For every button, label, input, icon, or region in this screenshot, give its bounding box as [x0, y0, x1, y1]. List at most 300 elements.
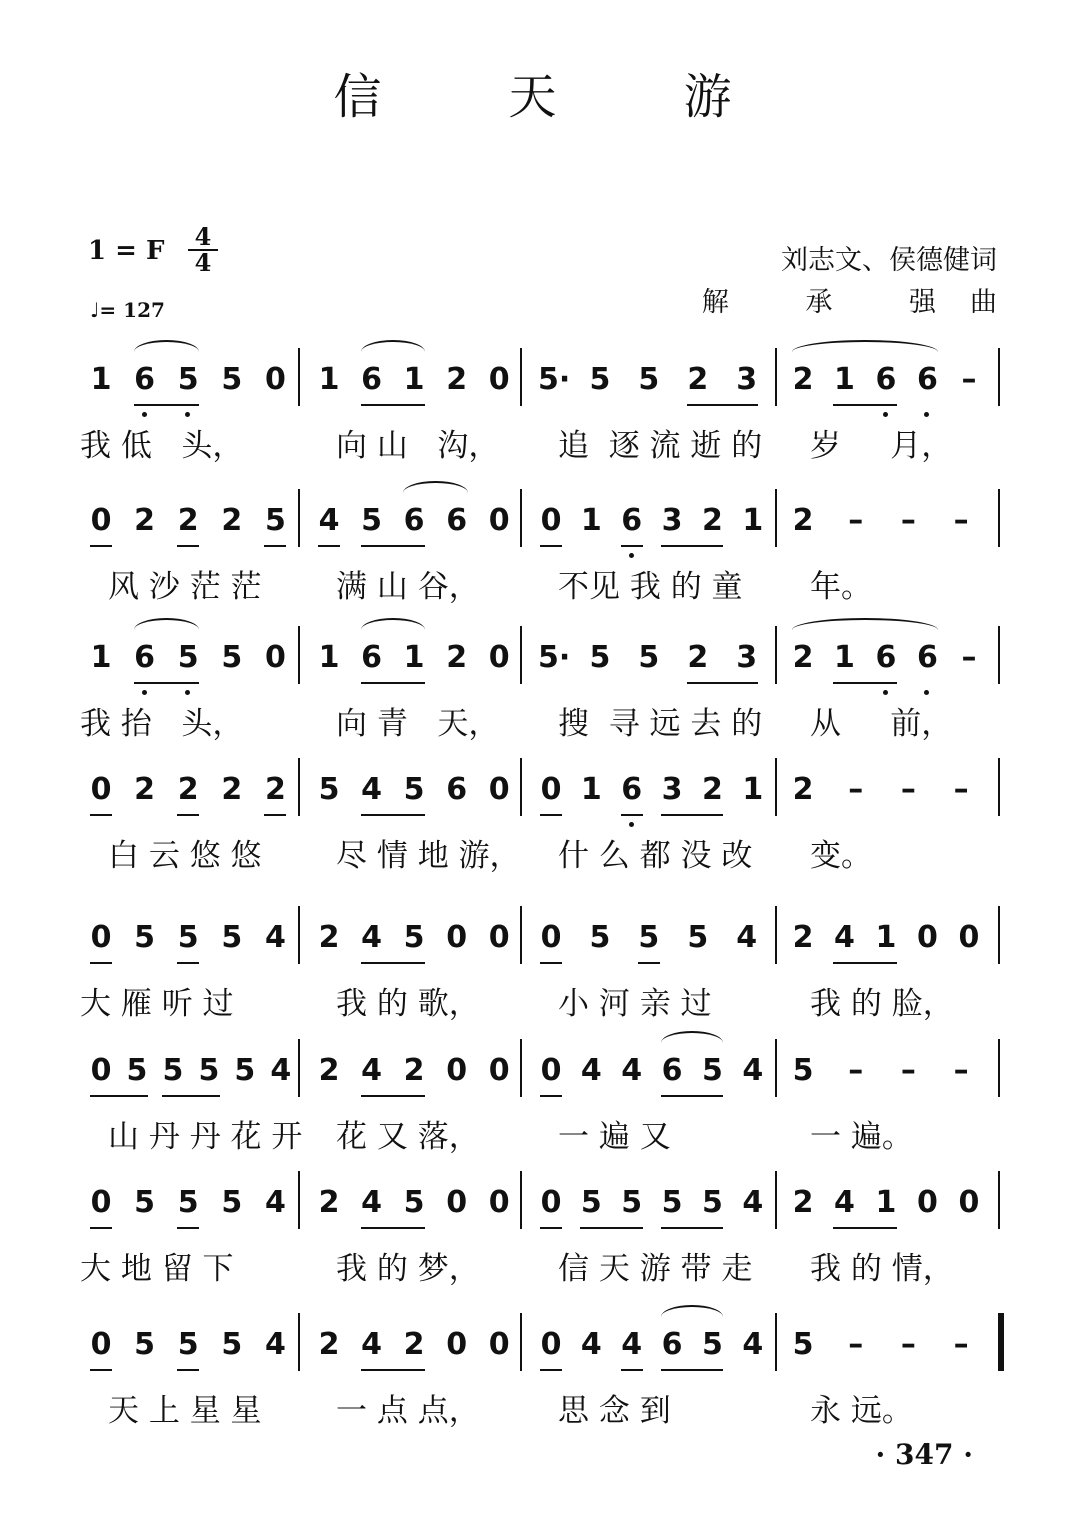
beam-underline — [661, 1369, 723, 1371]
note: 5 — [265, 503, 286, 538]
barline — [520, 1039, 522, 1097]
octave-dot — [924, 690, 929, 695]
lyric: 不见 我 的 童 — [558, 569, 743, 605]
beam-underline — [540, 1227, 562, 1229]
beam-underline — [361, 682, 426, 684]
note: 0 — [446, 1327, 468, 1362]
title-char-3: 游 — [683, 69, 732, 125]
lyrics-line — [0, 420, 1065, 464]
note: 5 — [361, 503, 382, 538]
note: 0 — [90, 920, 112, 955]
note: 6 — [134, 640, 156, 675]
notes-line — [0, 640, 1065, 700]
beam-underline — [638, 962, 660, 964]
beam-underline — [621, 545, 643, 547]
note: 5 — [126, 1053, 148, 1088]
barline — [520, 1313, 522, 1371]
note: 6 — [661, 1327, 683, 1362]
note: 5 — [701, 1185, 723, 1220]
octave-dot — [924, 412, 929, 417]
lyric: 一 遍 又 — [558, 1119, 671, 1155]
note: 2 — [687, 640, 709, 675]
lyric: 满 山 谷， — [336, 569, 480, 605]
note: – — [900, 1053, 916, 1088]
beam-underline — [687, 682, 758, 684]
note: 6 — [875, 362, 897, 397]
note: 4 — [621, 1053, 643, 1088]
note: 0 — [90, 1053, 112, 1088]
note: 5 — [177, 1185, 199, 1220]
beam-underline — [361, 545, 426, 547]
beam-underline — [361, 962, 426, 964]
beam-underline — [264, 814, 286, 816]
note: 6 — [621, 772, 643, 807]
note: 4 — [265, 1327, 286, 1362]
note: 0 — [540, 1053, 562, 1088]
note: 0 — [540, 1185, 562, 1220]
note: 2 — [221, 503, 243, 538]
note: 5 — [403, 772, 425, 807]
note: 0 — [446, 920, 468, 955]
beam-underline — [361, 404, 426, 406]
note: 5 — [221, 362, 243, 397]
beam-underline — [134, 682, 200, 684]
note: 0 — [446, 1053, 468, 1088]
note: – — [953, 1327, 969, 1362]
note: 0 — [446, 1185, 468, 1220]
note: 5 — [661, 1185, 683, 1220]
barline — [775, 1171, 777, 1229]
lyric: 搜 寻 远 去 的 — [558, 706, 763, 742]
note: 5 — [134, 920, 156, 955]
note: – — [848, 1053, 864, 1088]
beam-underline — [90, 962, 112, 964]
time-signature — [188, 222, 218, 277]
notes-line — [0, 1327, 1065, 1387]
lyric: 小 河 亲 过 — [558, 986, 712, 1022]
note: 5 — [403, 920, 425, 955]
barline — [298, 758, 300, 816]
note: 5 — [701, 1327, 723, 1362]
note: 2 — [792, 503, 814, 538]
note: 5 — [792, 1053, 814, 1088]
octave-dot — [629, 553, 634, 558]
note: 5 — [687, 920, 709, 955]
note: 5 — [589, 362, 611, 397]
barline — [520, 489, 522, 547]
lyric: 年。 — [810, 569, 872, 605]
barline — [998, 758, 1000, 816]
note: 0 — [265, 362, 286, 397]
note: 1 — [90, 640, 112, 675]
title-char-2: 天 — [508, 69, 557, 125]
note: 4 — [834, 920, 855, 955]
beam-underline — [90, 1227, 112, 1229]
composer-credit: 解 承 强曲 — [701, 287, 1031, 318]
beam-underline — [177, 814, 199, 816]
note: 2 — [792, 640, 814, 675]
beam-underline — [264, 545, 286, 547]
notes-line — [0, 772, 1065, 832]
note: 2 — [701, 503, 723, 538]
octave-dot — [883, 690, 888, 695]
note: 2 — [177, 772, 199, 807]
octave-dot — [142, 412, 147, 417]
lyric: 什 么 都 没 改 — [558, 838, 753, 874]
note: 5 — [177, 640, 199, 675]
note: – — [961, 640, 977, 675]
lyric: 思 念 到 — [558, 1393, 671, 1429]
note: 4 — [265, 920, 286, 955]
note: 5 — [792, 1327, 814, 1362]
note: 2 — [792, 362, 814, 397]
note: 1 — [580, 772, 602, 807]
note: 5 — [638, 920, 660, 955]
note: 5 — [638, 362, 660, 397]
note: 2 — [792, 920, 814, 955]
beam-underline — [361, 1369, 426, 1371]
barline — [998, 348, 1000, 406]
time-signature-top: 4 — [194, 222, 212, 251]
note: 1 — [875, 920, 897, 955]
note: 1 — [742, 503, 764, 538]
note: 2 — [318, 1327, 340, 1362]
lyric: 我 的 情， — [810, 1251, 954, 1287]
note: 0 — [540, 1327, 562, 1362]
barline — [775, 906, 777, 964]
note: 4 — [621, 1327, 643, 1362]
note: 0 — [90, 772, 112, 807]
note: 0 — [488, 772, 510, 807]
note: 0 — [917, 1185, 938, 1220]
note: 5 — [198, 1053, 220, 1088]
note: 4 — [580, 1327, 602, 1362]
note: 2 — [221, 772, 243, 807]
beam-underline — [540, 814, 562, 816]
note: 6 — [446, 772, 468, 807]
note: 0 — [488, 1185, 510, 1220]
note: 1 — [403, 640, 425, 675]
lyricist-credit: 刘志文、侯德健词 — [781, 245, 997, 276]
barline — [520, 1171, 522, 1229]
note: 5 — [580, 1185, 602, 1220]
note: 5 — [234, 1053, 256, 1088]
note: 0 — [540, 920, 562, 955]
note: 2 — [318, 1185, 340, 1220]
note: 6 — [134, 362, 156, 397]
note: 4 — [270, 1053, 292, 1088]
note: 4 — [361, 1053, 382, 1088]
lyric: 一 点 点， — [336, 1393, 480, 1429]
beam-underline — [134, 404, 200, 406]
barline — [520, 626, 522, 684]
notes-line — [0, 1053, 1065, 1113]
note: 6 — [361, 640, 382, 675]
beam-underline — [621, 1369, 643, 1371]
note: 1 — [90, 362, 112, 397]
note: 6 — [361, 362, 382, 397]
lyric: 我 的 歌， — [336, 986, 480, 1022]
note: 5 — [221, 1185, 243, 1220]
note: – — [900, 1327, 916, 1362]
note: 1 — [834, 362, 855, 397]
beam-underline — [361, 814, 426, 816]
note: 6 — [621, 503, 643, 538]
note: 0 — [958, 1185, 980, 1220]
note: 2 — [177, 503, 199, 538]
note: 2 — [134, 503, 156, 538]
note: 2 — [134, 772, 156, 807]
note: 4 — [736, 920, 758, 955]
beam-underline — [621, 814, 643, 816]
note: 0 — [488, 1327, 510, 1362]
note: 5 — [134, 1327, 156, 1362]
note: 5 — [701, 1053, 723, 1088]
note: 5 — [221, 640, 243, 675]
note: 6 — [403, 503, 425, 538]
lyric: 大 雁 听 过 — [80, 986, 234, 1022]
lyric: 信 天 游 带 走 — [558, 1251, 753, 1287]
octave-dot — [629, 822, 634, 827]
beam-underline — [661, 1095, 723, 1097]
barline — [998, 1039, 1000, 1097]
barline — [298, 1171, 300, 1229]
note: 4 — [361, 1327, 382, 1362]
beam-underline — [833, 682, 896, 684]
time-signature-bottom: 4 — [194, 248, 212, 277]
slur — [661, 1305, 723, 1329]
slur — [134, 618, 200, 642]
barline — [298, 1313, 300, 1371]
note: – — [848, 503, 864, 538]
beam-underline — [687, 404, 758, 406]
beam-underline — [90, 814, 112, 816]
lyrics-line — [0, 1111, 1065, 1155]
note: 6 — [661, 1053, 683, 1088]
slur — [403, 481, 468, 505]
beam-underline — [540, 962, 562, 964]
note: 2 — [318, 1053, 340, 1088]
lyric: 向 山 沟， — [336, 428, 500, 464]
lyric: 永 远。 — [810, 1393, 913, 1429]
slur — [661, 1031, 723, 1055]
barline — [775, 348, 777, 406]
note: 5 — [221, 920, 243, 955]
note: 4 — [318, 503, 340, 538]
note: 5· — [538, 640, 571, 675]
note: 5 — [177, 362, 199, 397]
note: 1 — [580, 503, 602, 538]
note: 4 — [742, 1327, 764, 1362]
lyric: 我 低 头， — [80, 428, 244, 464]
note: 2 — [403, 1053, 425, 1088]
lyric: 从 前， — [810, 706, 953, 742]
note: 5 — [589, 920, 611, 955]
note: 5· — [538, 362, 571, 397]
notes-line — [0, 503, 1065, 563]
note: 2 — [687, 362, 709, 397]
beam-underline — [540, 1369, 562, 1371]
slur — [792, 340, 938, 364]
note: 2 — [701, 772, 723, 807]
lyrics-line — [0, 978, 1065, 1022]
note: 0 — [90, 1327, 112, 1362]
slur — [134, 340, 200, 364]
note: – — [953, 503, 969, 538]
beam-underline — [661, 814, 723, 816]
note: 5 — [621, 1185, 643, 1220]
note: 1 — [875, 1185, 897, 1220]
note: 0 — [265, 640, 286, 675]
notes-line — [0, 920, 1065, 980]
lyric: 尽 情 地 游， — [336, 838, 521, 874]
title-char-1: 信 — [333, 69, 382, 125]
beam-underline — [580, 1227, 642, 1229]
key-signature: 1 = F — [88, 236, 165, 266]
beam-underline — [90, 545, 112, 547]
beam-underline — [833, 962, 896, 964]
barline — [775, 489, 777, 547]
beam-underline — [833, 1227, 896, 1229]
lyric: 向 青 天， — [336, 706, 500, 742]
barline — [998, 489, 1000, 547]
note: 3 — [661, 503, 683, 538]
note: 5 — [638, 640, 660, 675]
note: 4 — [361, 920, 382, 955]
note: 3 — [661, 772, 683, 807]
octave-dot — [883, 412, 888, 417]
note: 6 — [446, 503, 468, 538]
credits — [701, 240, 1031, 324]
barline — [520, 906, 522, 964]
beam-underline — [361, 1227, 426, 1229]
beam-underline — [177, 962, 199, 964]
lyric: 大 地 留 下 — [80, 1251, 234, 1287]
octave-dot — [142, 690, 147, 695]
note: 2 — [446, 640, 468, 675]
lyrics-line — [0, 1385, 1065, 1429]
note: 1 — [318, 362, 340, 397]
beam-underline — [540, 1095, 562, 1097]
note: 4 — [834, 1185, 855, 1220]
note: 2 — [792, 772, 814, 807]
note: 6 — [875, 640, 897, 675]
barline — [520, 758, 522, 816]
note: 0 — [488, 1053, 510, 1088]
note: – — [848, 1327, 864, 1362]
slur — [792, 618, 938, 642]
slur — [361, 618, 426, 642]
note: 0 — [917, 920, 938, 955]
beam-underline — [90, 1369, 112, 1371]
note: – — [961, 362, 977, 397]
note: 0 — [488, 640, 510, 675]
beam-underline — [177, 1227, 199, 1229]
barline — [775, 626, 777, 684]
note: 1 — [403, 362, 425, 397]
lyric: 山 丹 丹 花 开 — [108, 1119, 303, 1155]
note: 4 — [361, 772, 382, 807]
beam-underline — [361, 1095, 426, 1097]
note: 4 — [742, 1185, 764, 1220]
note: 5 — [177, 1327, 199, 1362]
barline — [775, 1313, 777, 1371]
lyrics-line — [0, 561, 1065, 605]
barline — [998, 626, 1000, 684]
note: 5 — [318, 772, 340, 807]
note: – — [848, 772, 864, 807]
barline — [298, 1039, 300, 1097]
lyrics-line — [0, 698, 1065, 742]
note: 3 — [736, 640, 758, 675]
note: 4 — [742, 1053, 764, 1088]
lyric: 花 又 落， — [336, 1119, 480, 1155]
note: 3 — [736, 362, 758, 397]
note: 1 — [834, 640, 855, 675]
lyric: 我 的 脸， — [810, 986, 954, 1022]
barline — [520, 348, 522, 406]
lyric: 天 上 星 星 — [108, 1393, 262, 1429]
note: – — [900, 772, 916, 807]
note: 4 — [580, 1053, 602, 1088]
lyric: 岁 月， — [810, 428, 953, 464]
lyric: 变。 — [810, 838, 872, 874]
slur — [361, 340, 426, 364]
barline — [775, 758, 777, 816]
barline — [775, 1039, 777, 1097]
beam-underline — [177, 545, 199, 547]
barline — [298, 906, 300, 964]
note: 0 — [488, 920, 510, 955]
beam-underline — [318, 545, 340, 547]
note: 2 — [792, 1185, 814, 1220]
lyric: 我 的 梦， — [336, 1251, 480, 1287]
note: 1 — [742, 772, 764, 807]
beam-underline — [162, 1095, 220, 1097]
note: 2 — [318, 920, 340, 955]
octave-dot — [185, 690, 190, 695]
beam-underline — [833, 404, 896, 406]
lyric: 追 逐 流 逝 的 — [558, 428, 763, 464]
barline — [998, 906, 1000, 964]
note: 2 — [403, 1327, 425, 1362]
beam-underline — [90, 1095, 148, 1097]
note: 0 — [540, 503, 562, 538]
note: 0 — [488, 362, 510, 397]
note: – — [953, 772, 969, 807]
notes-line — [0, 1185, 1065, 1245]
note: 6 — [917, 640, 938, 675]
note: 6 — [917, 362, 938, 397]
page-number: · 347 · — [875, 1438, 973, 1471]
note: 5 — [177, 920, 199, 955]
lyrics-line — [0, 1243, 1065, 1287]
note: 5 — [134, 1185, 156, 1220]
note: 4 — [265, 1185, 286, 1220]
tempo-marking: ♩= 127 — [90, 298, 165, 322]
note: 5 — [589, 640, 611, 675]
lyric: 风 沙 茫 茫 — [108, 569, 262, 605]
note: 0 — [488, 503, 510, 538]
beam-underline — [177, 1369, 199, 1371]
barline — [998, 1171, 1000, 1229]
beam-underline — [661, 1227, 723, 1229]
octave-dot — [185, 412, 190, 417]
note: 2 — [446, 362, 468, 397]
note: 0 — [958, 920, 980, 955]
note: 0 — [90, 503, 112, 538]
lyric: 我 抬 头， — [80, 706, 244, 742]
